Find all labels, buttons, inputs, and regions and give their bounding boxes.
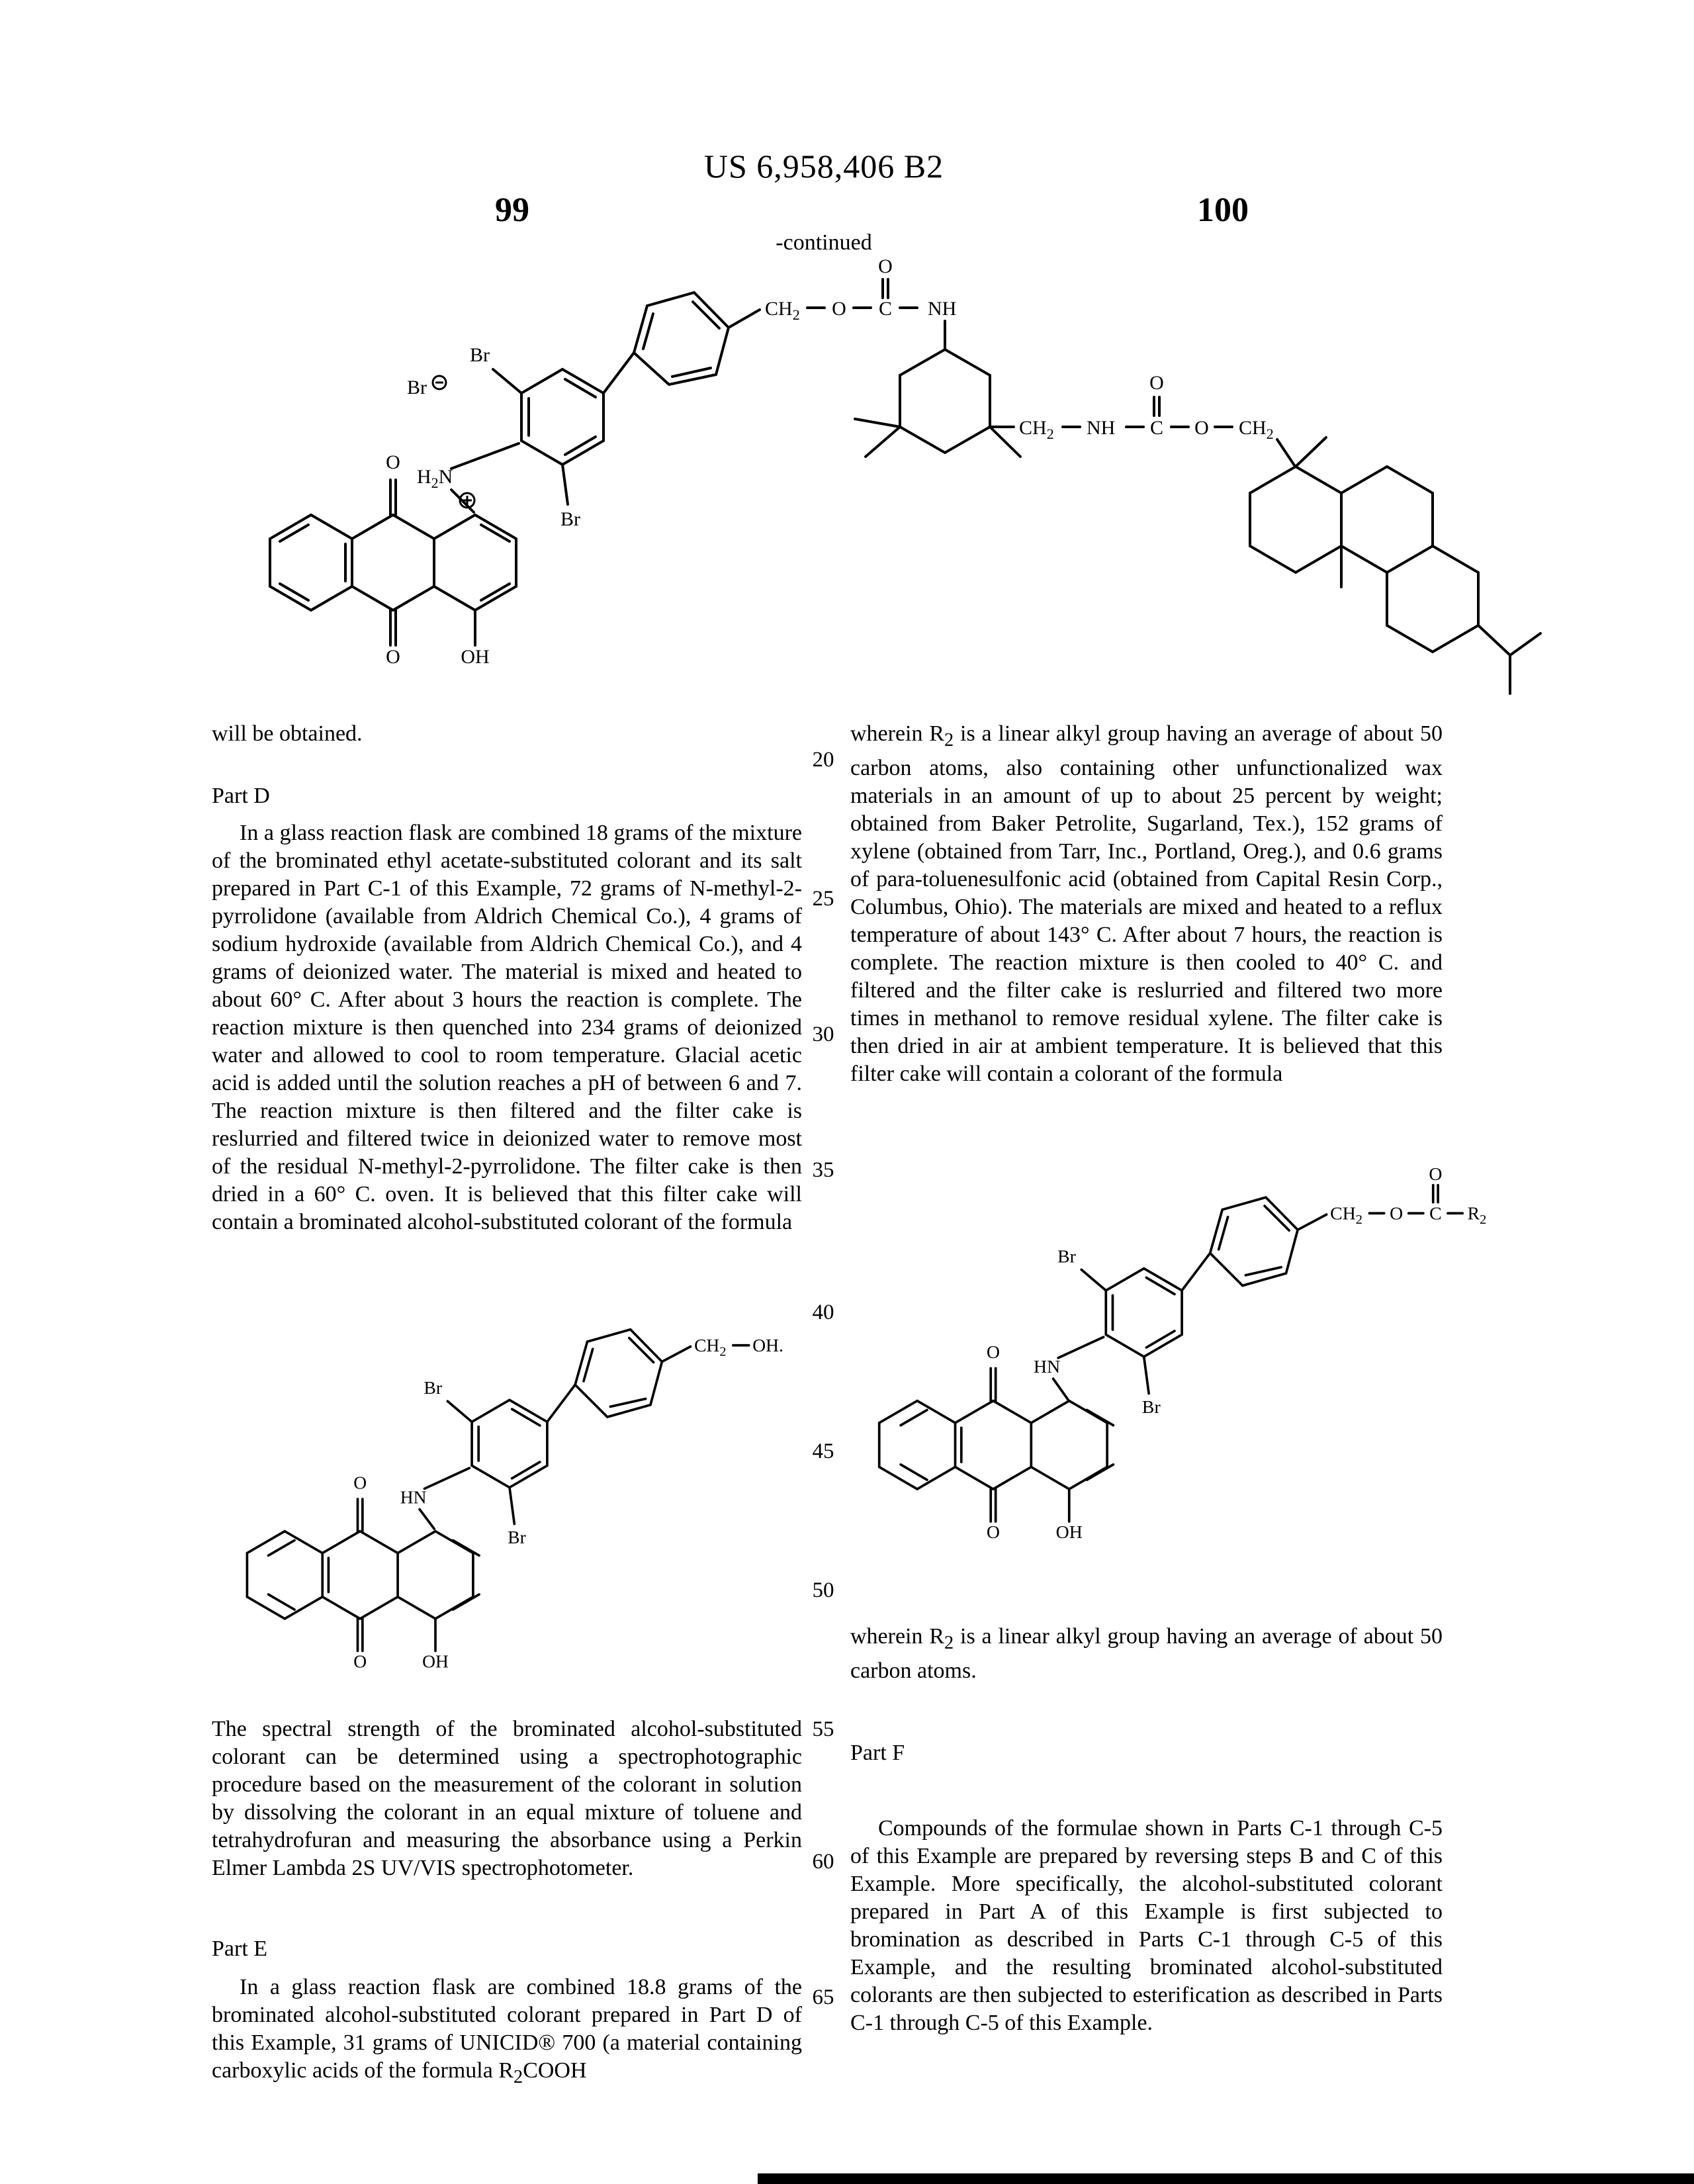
anthraquinone-rings: [270, 515, 516, 610]
ester-colorant-structure: [844, 1157, 1505, 1555]
ch2-label: $CH_2$: [765, 298, 800, 323]
line-number-30: 30: [812, 1023, 834, 1046]
dibromophenyl-ring: [472, 1400, 547, 1487]
subscript: 2: [944, 1632, 954, 1653]
part-f-heading: Part F: [850, 1741, 905, 1765]
bromo-label: Br: [1141, 1397, 1161, 1418]
carbonyl-c-label: C: [1149, 417, 1164, 439]
single-bonds: [1053, 1213, 1463, 1522]
carbonyl-o-label: O: [1429, 1164, 1443, 1185]
wherein-paragraph-2: wherein $R_2$ is a linear alkyl group having an average of about 50 carbon atoms.: [850, 1624, 1443, 1683]
line-number-25: 25: [812, 887, 834, 911]
amino-h2n-label: $H_2N$: [417, 466, 453, 491]
ketone-o-label: O: [353, 1472, 367, 1493]
alcohol-colorant-structure: [212, 1314, 807, 1684]
part-d-paragraph: In a glass reaction flask are combined 18 grams of the mixture of the brominated ethyl acetate-substituted colorant and its salt prepared in Part C-1 of this Example, 72 grams of N-methyl-2-pyrrolidone (available from Aldrich Chemical Co.), 4 grams of sodium hydroxide (available from Aldrich Chemical Co.), and 4 grams of deionized water. The material is mixed and heated to about 60° C. After about 3 hours the reaction is complete. The reaction mixture is then quenched into 234 grams of deionized water and allowed to cool to room temperature. Glacial acetic acid is added until the solution reaches a pH of between 6 and 7. The reaction mixture is then filtered and the filter cake is reslurried and filtered twice in deionized water to remove most of the residual N-methyl-2-pyrrolidone. The filter cake is then dried in a 60° C. oven. It is believed that this filter cake will contain a brominated alcohol-substituted colorant of the formula: [212, 821, 802, 1234]
single-bonds: [451, 308, 1540, 694]
r2-label: $R_2$: [1467, 1203, 1487, 1227]
double-bonds-and-aromatic-ticks: [280, 279, 1159, 645]
carbonyl-c-label: C: [878, 298, 893, 320]
line-number-35: 35: [812, 1158, 834, 1182]
continued-label: -continued: [776, 230, 872, 255]
hydroxy-label: OH: [461, 646, 490, 668]
biphenyl-ring: [634, 293, 729, 385]
spectral-paragraph: The spectral strength of the brominated alcohol-substituted colorant can be determined using a spectrophotographic procedure based on the measurement of the colorant in solution by dissolving the colorant in an equal mixture of toluene and tetrahydrofuran and measuring the absorbance using a Perkin Elmer Lambda 2S UV/VIS spectrophotometer.: [212, 1717, 802, 1880]
anthraquinone-rings: [879, 1401, 1107, 1489]
line-number-45: 45: [812, 1439, 834, 1463]
tricyclic-rings: [1250, 467, 1478, 652]
lead-in-text: will be obtained.: [212, 721, 363, 746]
nh-label: NH: [1087, 417, 1116, 439]
line-number-65: 65: [812, 1985, 834, 2009]
subscript: 2: [513, 2066, 523, 2087]
carbonyl-c-label: C: [1429, 1203, 1442, 1224]
cyclohexane-ring: [900, 349, 990, 453]
subscript: 2: [944, 729, 954, 751]
bromo-label: Br: [508, 1527, 526, 1548]
ester-o-label: O: [1390, 1203, 1404, 1224]
line-number-60: 60: [812, 1850, 834, 1874]
scan-artifact-bar: [758, 2173, 1694, 2184]
nh-label: NH: [928, 298, 957, 320]
line-number-20: 20: [812, 748, 834, 772]
ketone-o-label: O: [386, 451, 400, 473]
line-number-50: 50: [812, 1578, 834, 1602]
double-bonds-and-aromatic-ticks: [901, 1185, 1438, 1522]
anthraquinone-rings: [247, 1531, 473, 1619]
hydroxy-label: OH: [1055, 1522, 1083, 1543]
dibromophenyl-ring: [521, 369, 603, 465]
line-number-40: 40: [812, 1300, 834, 1324]
ch2-label: $CH_2$: [694, 1334, 727, 1359]
charge-minus-icon: [433, 376, 446, 389]
bromo-label: Br: [424, 1377, 443, 1398]
carbonyl-o-label: O: [878, 255, 893, 277]
line-number-55: 55: [812, 1717, 834, 1741]
patent-number-header: US 6,958,406 B2: [703, 148, 944, 185]
ketone-o-label: O: [986, 1342, 1000, 1363]
ketone-o-label: O: [386, 646, 400, 668]
top-colorant-structure: [218, 255, 1548, 721]
dibromophenyl-ring: [1106, 1269, 1182, 1357]
bromo-label: Br: [1057, 1246, 1076, 1267]
hn-label: HN: [1034, 1357, 1061, 1377]
bromide-counterion-label: Br: [407, 377, 427, 398]
ch2-label: $CH_2$: [1239, 417, 1274, 442]
bromo-label: Br: [560, 508, 580, 530]
double-bonds-and-aromatic-ticks: [269, 1338, 654, 1651]
ketone-o-label: O: [353, 1651, 367, 1672]
ester-o-label: O: [832, 298, 846, 320]
carbonyl-o-label: O: [1149, 372, 1164, 394]
part-d-heading: Part D: [212, 784, 270, 808]
column-number-100: 100: [1197, 191, 1249, 229]
wherein-paragraph-1: wherein $R_2$ is a linear alkyl group having an average of about 50 carbon atoms, also containing other unfunctionalized wax materials in an amount of up to about 25 percent by weight; obtained from Baker Petrolite, Sugarland, Tex.), 152 grams of xylene (obtained from Tarr, Inc., Portland, Oreg.), and 0.6 grams of para-toluenesulfonic acid (obtained from Capital Resin Corp., Columbus, Ohio). The materials are mixed and heated to a reflux temperature of about 143° C. After about 7 hours, the reaction is complete. The reaction mixture is then cooled to 40° C. and filtered and the filter cake is reslurried and filtered two more times in methanol to remove residual xylene. The filter cake is then dried in air at ambient temperature. It is believed that this filter cake will contain a colorant of the formula: [850, 721, 1443, 1086]
part-f-paragraph: Compounds of the formulae shown in Parts C-1 through C-5 of this Example are prepared by reversing steps B and C of this Example. More specifically, the alcohol-substituted colorant prepared in Part A of this Example is first subjected to bromination as described in Parts C-1 through C-5 of this Example, and the resulting brominated alcohol-substituted colorants are then subjected to esterification as described in Parts C-1 through C-5 of this Example.: [850, 1816, 1443, 2035]
hydroxy-label: OH.: [752, 1334, 783, 1355]
hydroxy-label: OH: [422, 1651, 449, 1672]
part-e-paragraph: In a glass reaction flask are combined 18.8 grams of the brominated alcohol-substituted colorant prepared in Part D of this Example, 31 grams of UNICID® 700 (a material containing carboxylic acids of the formula $R_2COOH$: [212, 1975, 802, 2087]
ch2-label: $CH_2$: [1019, 417, 1054, 442]
column-number-99: 99: [495, 191, 529, 229]
ester-o-label: O: [1194, 417, 1209, 439]
hn-label: HN: [400, 1486, 427, 1508]
single-bonds: [420, 1345, 749, 1651]
ketone-o-label: O: [986, 1522, 1000, 1543]
bromo-label: Br: [470, 344, 490, 366]
ch2-label: $CH_2$: [1330, 1203, 1362, 1227]
part-e-heading: Part E: [212, 1936, 268, 1961]
